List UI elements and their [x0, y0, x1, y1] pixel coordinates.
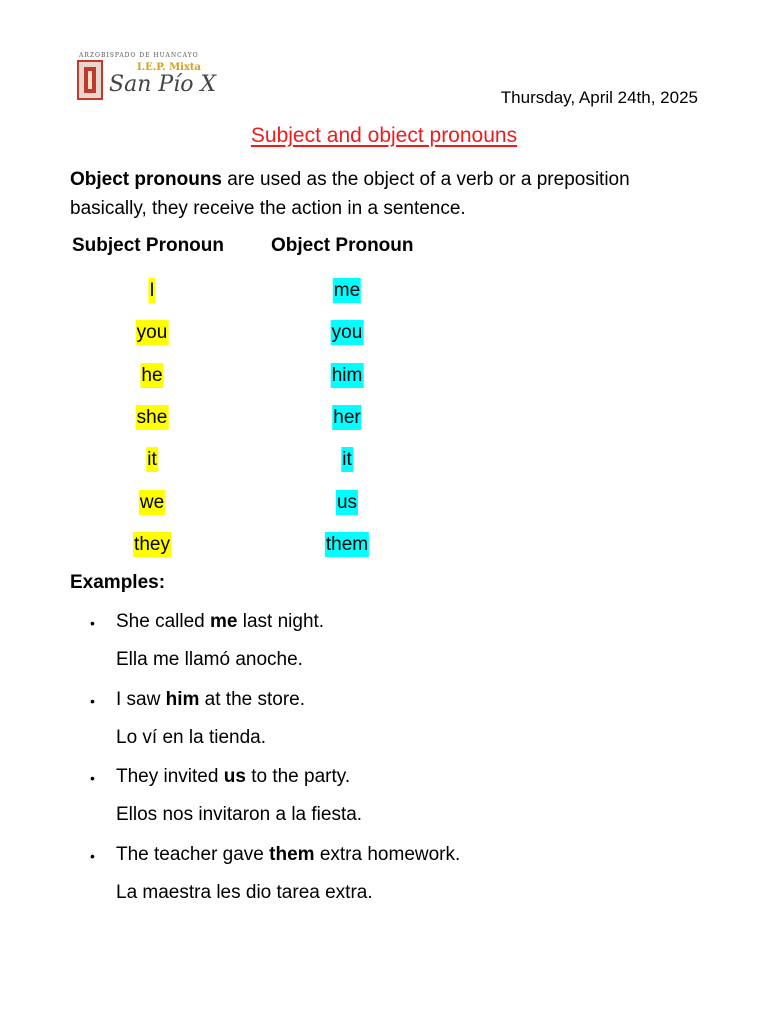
example-object-pronoun: me	[210, 611, 238, 632]
example-object-pronoun: him	[165, 688, 200, 710]
example-sentence	[116, 689, 305, 711]
example-text-before: I saw	[116, 688, 166, 710]
example-sentence	[116, 844, 460, 866]
example-text-after: extra homework.	[314, 843, 461, 865]
bullet-icon: •	[90, 847, 95, 864]
example-translation: Ellos nos invitaron a la fiesta.	[116, 804, 363, 825]
examples-heading: Examples:	[70, 572, 166, 593]
example-translation: Lo ví en la tienda.	[116, 726, 266, 748]
example-text-before: They invited	[116, 766, 224, 787]
example-translation: Ella me llamó anoche.	[116, 649, 303, 670]
example-object-pronoun: them	[269, 843, 315, 865]
object-pronoun-header: Object Pronoun	[271, 235, 414, 256]
object-pronoun-1: you	[331, 322, 363, 344]
subject-pronoun-6: they	[134, 533, 170, 555]
logo-archdiocese-text: ARZOBISPADO DE HUANCAYO	[79, 52, 199, 59]
example-translation: La maestra les dio tarea extra.	[116, 881, 373, 903]
object-pronoun-6: them	[325, 533, 369, 555]
object-pronoun-2: him	[331, 364, 363, 386]
page-title: Subject and object pronouns	[250, 124, 518, 147]
logo-shield-icon	[77, 60, 103, 100]
logo-school-name: San Pío X	[109, 72, 217, 97]
example-text-after: at the store.	[199, 688, 306, 710]
document-date: Thursday, April 24th, 2025	[500, 88, 698, 107]
example-sentence	[116, 766, 350, 788]
bullet-icon: •	[90, 692, 95, 709]
intro-bold-term: Object pronouns	[70, 169, 222, 190]
subject-pronoun-2: he	[141, 364, 163, 386]
subject-pronoun-4: it	[147, 449, 157, 471]
school-logo	[77, 52, 217, 102]
subject-pronoun-1: you	[136, 322, 168, 344]
example-text-after: last night.	[237, 611, 325, 632]
object-pronoun-0: me	[333, 280, 361, 301]
subject-pronoun-5: we	[139, 491, 165, 513]
bullet-icon: •	[90, 615, 95, 631]
logo-school-short: I.E.P. Mixta	[137, 62, 202, 73]
subject-pronoun-3: she	[136, 406, 168, 428]
subject-pronoun-0: I	[149, 280, 155, 301]
bullet-icon: •	[90, 770, 95, 786]
example-text-before: The teacher gave	[116, 843, 270, 865]
intro-paragraph	[70, 165, 710, 223]
example-text-after: to the party.	[245, 766, 351, 787]
example-sentence	[116, 611, 324, 633]
example-object-pronoun: us	[223, 766, 246, 787]
object-pronoun-4: it	[342, 449, 352, 471]
example-text-before: She called	[116, 611, 211, 632]
object-pronoun-5: us	[336, 491, 358, 513]
object-pronoun-3: her	[333, 406, 361, 428]
subject-pronoun-header: Subject Pronoun	[72, 235, 224, 256]
intro-text: are used as the object of a verb or a preposition basically, they receive the action in a sentence.	[70, 169, 630, 219]
